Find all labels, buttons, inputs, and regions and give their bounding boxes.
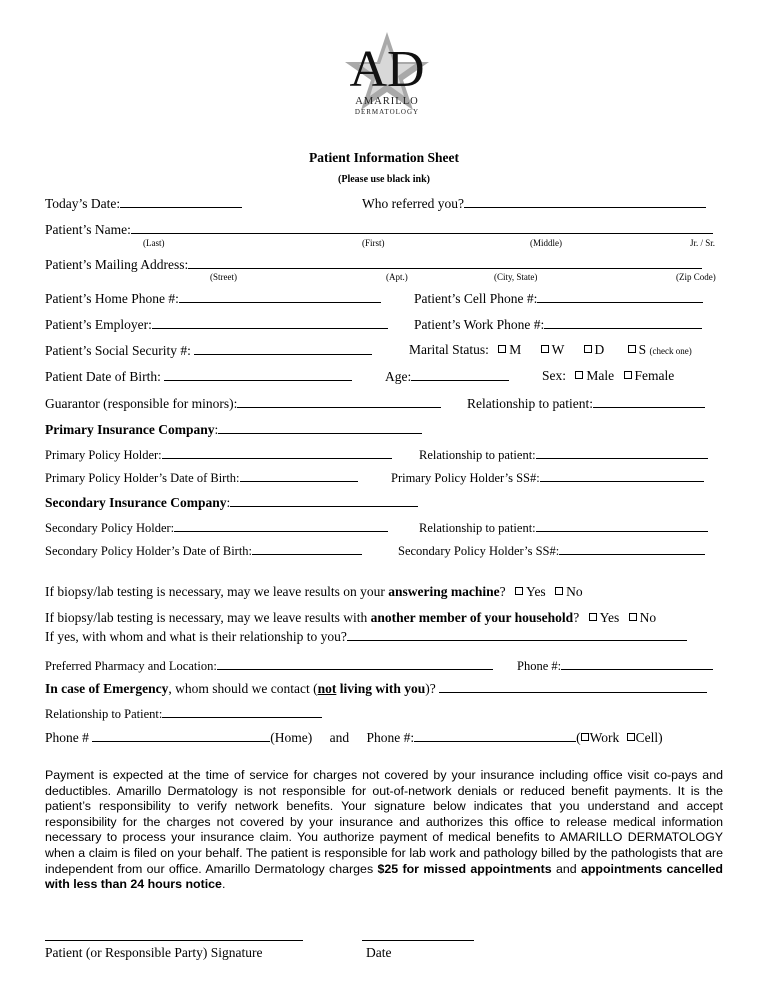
primary-ss-label: Primary Policy Holder’s SS#: xyxy=(391,471,540,485)
marital-d-label: D xyxy=(594,342,605,357)
ssn-label: Patient’s Social Security #: xyxy=(45,343,191,358)
secondary-holder-field[interactable] xyxy=(45,519,388,536)
svg-text:AD: AD xyxy=(349,41,425,98)
work-phone-label: Patient’s Work Phone #: xyxy=(414,317,545,332)
name-first-hint: (First) xyxy=(362,238,385,248)
payment-text-1: Payment is expected at the time of service for charges not covered by your insurance including office visit co-pays and deductibles. Amarillo Dermatology is not responsible for out-of-network denials or reduced benefit payments. It is the patient’s responsibility to verify network benefits. Your signature below indicates that you understand and accept responsibility for the charges not covered by your insurance and authorizes this office to release medical information necessary to process your insurance claim. You authorize payment of medical benefits to AMARILLO DERMATOLOGY when a claim is filed on your behalf. The patient is responsible for lab work and pathology billed by the pathologists that are independent from our office. Amarillo Dermatology charges xyxy=(45,768,723,876)
cell-label: Cell xyxy=(635,730,659,745)
payment-missed-fee: $25 for missed appointments xyxy=(377,861,552,876)
age-field[interactable] xyxy=(385,368,509,385)
sex-female-checkbox[interactable] xyxy=(624,371,632,379)
guarantor-field[interactable] xyxy=(45,395,441,412)
form-subtitle: (Please use black ink) xyxy=(338,174,430,185)
address-city-hint: (City, State) xyxy=(494,272,538,282)
biopsy2-no-checkbox[interactable] xyxy=(629,613,637,621)
marital-w-label: W xyxy=(551,342,565,357)
patient-name-field[interactable] xyxy=(45,221,713,238)
emergency-second-phone-input[interactable] xyxy=(414,729,576,742)
sex-female-label: Female xyxy=(634,368,675,383)
home-phone-field[interactable] xyxy=(45,290,381,307)
emergency-not: not xyxy=(317,681,337,696)
sex-male-checkbox[interactable] xyxy=(575,371,583,379)
emergency-end: )? xyxy=(425,681,436,696)
marital-w-checkbox[interactable] xyxy=(541,345,549,353)
marital-s-checkbox[interactable] xyxy=(628,345,636,353)
marital-m-label: M xyxy=(509,342,522,357)
svg-text:DERMATOLOGY: DERMATOLOGY xyxy=(354,108,420,116)
amarillo-dermatology-logo xyxy=(333,22,441,130)
biopsy1-no-label: No xyxy=(566,584,583,599)
emergency-phones: Phone # (Home) and Phone #: ( Work Cell) xyxy=(45,730,663,745)
secondary-holder-label: Secondary Policy Holder: xyxy=(45,521,175,535)
home-phone-label: Patient’s Home Phone #: xyxy=(45,291,179,306)
check-one-hint: (check one) xyxy=(649,346,692,356)
todays-date-label: Today’s Date: xyxy=(45,196,121,211)
biopsy2-yes-label: Yes xyxy=(599,610,620,625)
emergency-home-phone-label: Phone # xyxy=(45,730,89,745)
cell-checkbox[interactable] xyxy=(627,733,635,741)
if-yes-label: If yes, with whom and what is their relationship to you? xyxy=(45,629,347,644)
address-apt-hint: (Apt.) xyxy=(386,272,408,282)
name-last-hint: (Last) xyxy=(143,238,165,248)
ssn-field[interactable] xyxy=(45,342,372,359)
biopsy2-no-label: No xyxy=(639,610,657,625)
secondary-dob-field[interactable] xyxy=(45,542,362,559)
pharmacy-label: Preferred Pharmacy and Location: xyxy=(45,659,217,673)
biopsy2-yes-checkbox[interactable] xyxy=(589,613,597,621)
employer-field[interactable] xyxy=(45,316,388,333)
emergency-relationship-label: Relationship to Patient: xyxy=(45,707,163,721)
patient-name-label: Patient’s Name: xyxy=(45,222,131,237)
if-yes-relationship-field[interactable] xyxy=(45,628,687,645)
address-zip-hint: (Zip Code) xyxy=(676,272,716,282)
primary-relationship-field[interactable] xyxy=(419,446,708,463)
mailing-address-label: Patient’s Mailing Address: xyxy=(45,257,189,272)
guarantor-label: Guarantor (responsible for minors): xyxy=(45,396,238,411)
primary-insurance-label: Primary Insurance Company xyxy=(45,422,215,437)
pharmacy-phone-label: Phone #: xyxy=(517,659,562,673)
secondary-insurance-company-field[interactable]: Secondary Insurance Company: xyxy=(45,494,418,511)
svg-text:AMARILLO: AMARILLO xyxy=(355,96,419,107)
biopsy-answering-machine-question: If biopsy/lab testing is necessary, may we leave results on your answering machine? Yes No xyxy=(45,584,583,599)
secondary-dob-label: Secondary Policy Holder’s Date of Birth: xyxy=(45,544,253,558)
date-label: Date xyxy=(366,945,392,960)
sex-label: Sex: xyxy=(542,368,567,383)
marital-d-checkbox[interactable] xyxy=(584,345,592,353)
sex-group xyxy=(542,368,674,384)
biopsy-household-question: If biopsy/lab testing is necessary, may we leave results with another member of your household? Yes No xyxy=(45,610,657,625)
primary-dob-label: Primary Policy Holder’s Date of Birth: xyxy=(45,471,240,485)
emergency-contact-field[interactable] xyxy=(45,680,707,697)
primary-relationship-label: Relationship to patient: xyxy=(419,448,536,462)
and-text: and xyxy=(329,730,350,745)
primary-holder-label: Primary Policy Holder: xyxy=(45,448,162,462)
marital-m-checkbox[interactable] xyxy=(498,345,506,353)
primary-insurance-company-field[interactable]: Primary Insurance Company: xyxy=(45,421,422,438)
work-label: Work xyxy=(589,730,620,745)
dob-field[interactable] xyxy=(45,368,352,385)
cell-phone-label: Patient’s Cell Phone #: xyxy=(414,291,538,306)
name-suffix-hint: Jr. / Sr. xyxy=(690,238,716,248)
emergency-text: , whom should we contact ( xyxy=(168,681,318,696)
signature-line[interactable] xyxy=(45,940,303,941)
biopsy2-text: If biopsy/lab testing is necessary, may we leave results with xyxy=(45,610,371,625)
address-street-hint: (Street) xyxy=(210,272,237,282)
home-hint: (Home) xyxy=(270,730,313,745)
mailing-address-field[interactable] xyxy=(45,256,702,273)
primary-ss-field[interactable] xyxy=(391,469,704,486)
emergency-second-phone-label: Phone #: xyxy=(366,730,415,745)
work-checkbox[interactable] xyxy=(581,733,589,741)
biopsy1-text: If biopsy/lab testing is necessary, may we leave results on your xyxy=(45,584,389,599)
name-middle-hint: (Middle) xyxy=(530,238,562,248)
biopsy1-yes-checkbox[interactable] xyxy=(515,587,523,595)
employer-label: Patient’s Employer: xyxy=(45,317,152,332)
todays-date-field[interactable] xyxy=(45,195,242,212)
primary-holder-field[interactable] xyxy=(45,446,392,463)
biopsy1-yes-label: Yes xyxy=(526,584,546,599)
secondary-ss-label: Secondary Policy Holder’s SS#: xyxy=(398,544,560,558)
biopsy1-no-checkbox[interactable] xyxy=(555,587,563,595)
emergency-living: living with you xyxy=(336,681,426,696)
sex-male-label: Male xyxy=(586,368,615,383)
payment-cancel-policy: appointments cancelled with less than 24 hours notice xyxy=(45,861,723,892)
emergency-home-phone-input[interactable] xyxy=(92,729,270,742)
guarantor-relationship-label: Relationship to patient: xyxy=(467,396,593,411)
payment-text-2: and xyxy=(551,861,581,876)
work-phone-field[interactable] xyxy=(414,316,702,333)
who-referred-field[interactable] xyxy=(362,195,706,212)
payment-policy-paragraph xyxy=(45,768,723,893)
pharmacy-field[interactable] xyxy=(45,657,493,674)
date-line[interactable] xyxy=(362,940,474,941)
payment-text-3: . xyxy=(221,877,226,892)
secondary-relationship-field[interactable] xyxy=(419,519,708,536)
who-referred-label: Who referred you? xyxy=(362,196,464,211)
pharmacy-phone-field[interactable] xyxy=(517,657,713,674)
secondary-insurance-label: Secondary Insurance Company xyxy=(45,495,227,510)
primary-dob-field[interactable] xyxy=(45,469,358,486)
dob-label: Patient Date of Birth: xyxy=(45,369,161,384)
marital-status-label: Marital Status: xyxy=(409,342,489,357)
secondary-ss-field[interactable] xyxy=(398,542,705,559)
marital-status-group xyxy=(409,342,692,358)
emergency-relationship-field[interactable] xyxy=(45,705,322,722)
emergency-label: In case of Emergency xyxy=(45,681,169,696)
signature-label: Patient (or Responsible Party) Signature xyxy=(45,945,263,960)
cell-phone-field[interactable] xyxy=(414,290,703,307)
guarantor-relationship-field[interactable] xyxy=(467,395,705,412)
form-title: Patient Information Sheet xyxy=(309,150,459,165)
age-label: Age: xyxy=(385,369,412,384)
marital-s-label: S xyxy=(638,342,647,357)
secondary-relationship-label: Relationship to patient: xyxy=(419,521,536,535)
biopsy1-emphasis: answering machine xyxy=(388,584,500,599)
biopsy2-emphasis: another member of your household xyxy=(370,610,574,625)
